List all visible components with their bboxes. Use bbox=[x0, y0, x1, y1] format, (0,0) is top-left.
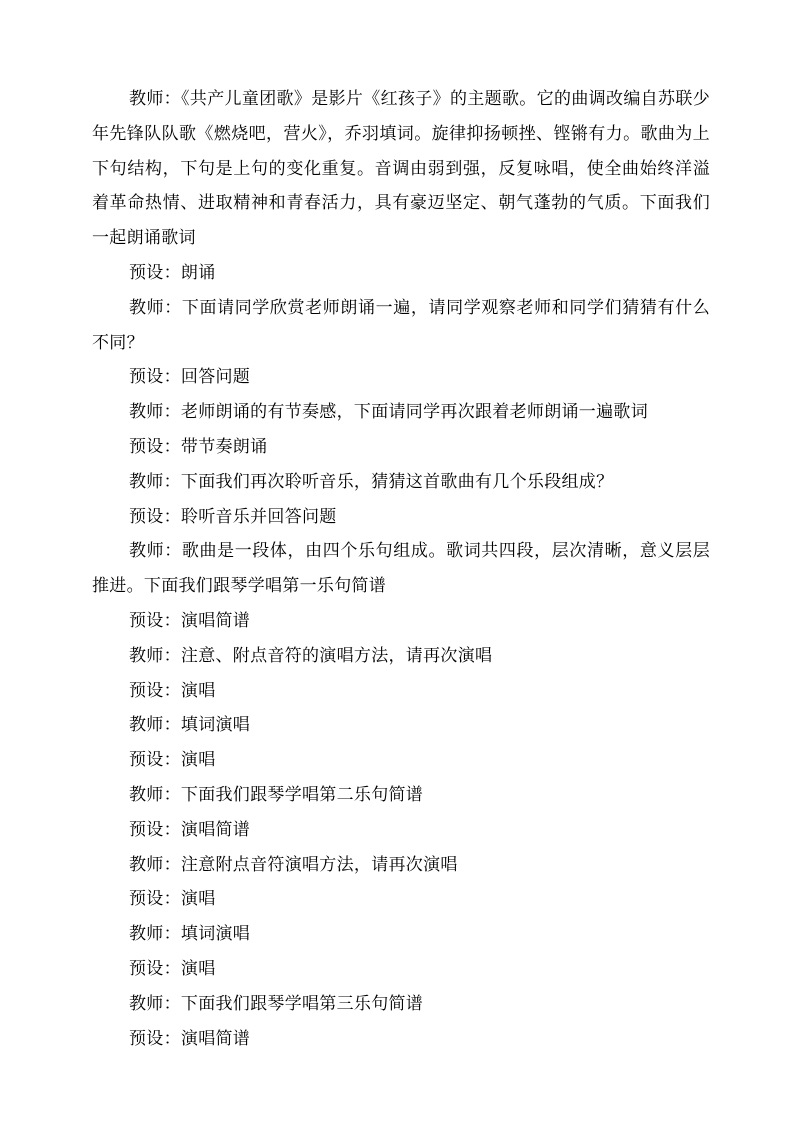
paragraph: 预设：演唱简谱 bbox=[129, 1028, 251, 1049]
document-body bbox=[92, 82, 710, 1056]
paragraph: 预设：演唱 bbox=[129, 958, 216, 979]
paragraph: 教师：下面请同学欣赏老师朗诵一遍，请同学观察老师和同学们猜猜有什么不同？ bbox=[92, 297, 710, 353]
paragraph: 预设：回答问题 bbox=[129, 367, 251, 388]
paragraph: 教师：填词演唱 bbox=[129, 715, 251, 736]
paragraph: 教师：填词演唱 bbox=[129, 924, 251, 945]
paragraph: 教师：下面我们再次聆听音乐，猜猜这首歌曲有几个乐段组成？ bbox=[129, 471, 614, 492]
paragraph: 预设：带节奏朗诵 bbox=[129, 436, 268, 457]
paragraph: 预设：演唱 bbox=[129, 680, 216, 701]
paragraph: 教师：下面我们跟琴学唱第三乐句简谱 bbox=[129, 993, 424, 1014]
paragraph: 预设：演唱 bbox=[129, 889, 216, 910]
paragraph: 教师：下面我们跟琴学唱第二乐句简谱 bbox=[129, 784, 424, 805]
paragraph: 教师：歌曲是一段体，由四个乐句组成。歌词共四段，层次清晰，意义层层推进。下面我们跟琴学唱第一乐句简谱 bbox=[92, 541, 710, 597]
paragraph: 教师：注意、附点音符的演唱方法，请再次演唱 bbox=[129, 645, 493, 666]
paragraph: 教师：注意附点音符演唱方法，请再次演唱 bbox=[129, 854, 458, 875]
paragraph: 预设：演唱简谱 bbox=[129, 610, 251, 631]
paragraph: 预设：演唱 bbox=[129, 750, 216, 771]
paragraph: 预设：演唱简谱 bbox=[129, 819, 251, 840]
paragraph: 预设：朗诵 bbox=[129, 262, 216, 283]
paragraph: 教师：老师朗诵的有节奏感，下面请同学再次跟着老师朗诵一遍歌词 bbox=[129, 402, 648, 423]
paragraph: 预设：聆听音乐并回答问题 bbox=[129, 506, 337, 527]
paragraph: 教师：《共产儿童团歌》是影片《红孩子》的主题歌。它的曲调改编自苏联少年先锋队队歌《燃烧吧，营火》，乔羽填词。旋律抑扬顿挫、铿锵有力。歌曲为上下句结构，下句是上句的变化重复。音调由弱到强，反复咏唱，使全曲始终洋溢着革命热情、进取精神和青春活力，具有豪迈坚定、朝气蓬勃的气质。下面我们一起朗诵歌词 bbox=[92, 89, 710, 249]
